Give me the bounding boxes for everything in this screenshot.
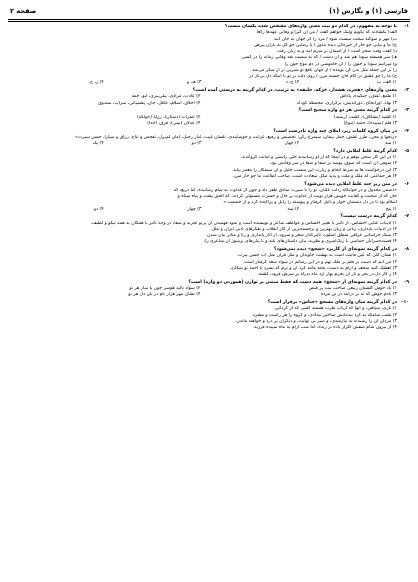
question-number: ۱- xyxy=(404,24,409,29)
question-line: ب) مهر و سوگند سخت سست شود / مرد را کز جهان به جان انبد xyxy=(273,36,397,42)
answer-option: ۱) سه xyxy=(385,141,397,146)
page-number: صفحه ۲ xyxy=(10,6,37,15)
question-stem: در میان کروه کلمات زیر، املای چند واژه نادرست است؟ xyxy=(273,128,397,134)
answer-options xyxy=(10,94,397,107)
question-line: ۴) قصیده‌سرایان حماسی با رنگ‌آمیزی و نظریه، بیان داستان‌های بلند و با بیان‌های پرسوز آن شاعری را. xyxy=(203,239,397,245)
answer-option: ۴) نشان مهر هزار نام در بان دل هر نو xyxy=(128,292,201,298)
answer-option: ۴) دو xyxy=(93,206,104,212)
question-number: ۲- xyxy=(404,88,409,93)
question-stem: در کدام گزینه نمونه‌ای از کاربرد «سجع» دیده نمی‌شود؟ xyxy=(273,247,397,252)
question-line: «رنجها و محن، طرز عشق، حمل پیمان، سیمرغ رکن، تخصیص و رفیع، غرابت و خوشایندی، تلسان غیب، غبار رحیل، امان لم‌یزل، تفحص و تناخ، رزاق و سپارا، حسن سیرت» xyxy=(75,134,397,140)
question-line: «دشمن مخدول و در خوابگاه رذلت غلتان، تو را با سیرت صادق ظفر داد و چون از عداوت به شام رسانیده، اما دریغ، که xyxy=(173,187,397,193)
question-block xyxy=(10,149,409,180)
question-line: ج) ما و بیابی چو خار از خیره‌گی دیده مدوز / یا رضایی چو گل به باران پیرهن xyxy=(253,42,397,48)
answer-option: ۲) ج، د xyxy=(285,80,300,86)
question-block xyxy=(10,300,409,331)
answer-option: ۳) چهار xyxy=(187,206,202,212)
question-line: ۲) در ادبیات پایداری، زبانی و زبان بهترین و برجسته‌ترین از آثار انقلاب و تفکرهای ادبی ایران و ملل. xyxy=(210,226,397,232)
question-body xyxy=(10,30,409,86)
question-body xyxy=(10,306,409,331)
question-block xyxy=(10,247,409,278)
header-divider-top xyxy=(8,19,410,20)
question-header xyxy=(10,129,409,135)
question-line: اسلام بود تا در دل دشمنان خوار و ذلیل گرفتار و پیوسته را زایل و پراکنده کرد و از خصمت.» xyxy=(223,200,397,206)
question-stem: در کدام گزینه میان واژه‌های مسجع «جناس» برقرار است؟ xyxy=(267,300,397,305)
answer-option: ۱) الف، ب xyxy=(376,80,397,86)
question-line: ۳) اهشک کنید صحف و آرام به دست، پخته مانند کرد آن و نرم که نسرد با احمد تو شکارد. xyxy=(229,265,397,271)
question-body xyxy=(10,286,409,299)
question-block xyxy=(10,129,409,148)
question-line: الف) بگشادند که تکویم ولیک خواهم گفت / من ان کبرا و وفاتی عهدها رکعا xyxy=(256,30,397,36)
question-number: ۵- xyxy=(404,148,409,154)
answer-option: ۳) قلم (سپیده)، حصه (تنوع) xyxy=(343,120,397,126)
answer-option: ۴) یک xyxy=(92,141,104,146)
question-stem: در کدام گزینه نمونه‌ای از «سجع» همه دست که فقط مبتنی بر توازن (هموزنی دو واژه) است؟ xyxy=(188,279,397,285)
answer-option: ۴) عدلان (بینی)، قرف (جدا) xyxy=(147,120,201,126)
question-number: ۸- xyxy=(404,247,409,252)
question-line: ح) ما را چو عشق در کام خان حسنه مزن / روی دلت بر تو با اینکه دل بی‌ناز در xyxy=(249,74,397,79)
answer-option: ۲) سه xyxy=(287,206,300,212)
page-header xyxy=(10,3,408,18)
answer-options xyxy=(10,286,397,299)
question-header xyxy=(10,182,409,188)
question-body xyxy=(10,94,409,107)
question-stem: کدام گزینه غلط املایی دارد؟ xyxy=(333,148,397,154)
answer-options xyxy=(10,80,397,86)
question-line: ۱) نشان گلی که عین فانیت است به بهشت جاویدان و مثل قرآن مثل آب حسن بیرت. xyxy=(236,253,397,259)
question-number: ۶- xyxy=(404,181,409,187)
question-stem: کدام گزینه درست نیست؟ xyxy=(340,214,397,220)
question-number: ۳- xyxy=(404,108,409,114)
answer-option: ۲) سواد نالید هوسر چون پا ساز هر تو xyxy=(129,286,201,291)
answer-option: ۱) یاد خوش گلستان ربیعی صاحب بیت پر فیض xyxy=(308,286,397,291)
question-line: ۲) سوفی ان است که صوف پوشد بر صفا و صفا در سر وفاتش بود. xyxy=(269,161,397,167)
question-line: جان که از صحبت و کفایت خویش هزار نوبت از عداوت بر حال و حسرت مستولی کردند، که الحق پشت و پناه سپاه و xyxy=(177,194,397,199)
question-body xyxy=(10,221,409,246)
answer-options xyxy=(10,207,397,213)
question-line: د) گفت وقت سحر است / از آسمان بر سرم آمد و به زبان رفت xyxy=(277,49,397,54)
answer-option: ۲) چهار xyxy=(285,141,300,146)
question-stem: معنی واژه‌های «هجره، هشدار، حَرَکه، خلیقه» به ترتیب، در کدام گزینه به درستی آمده است؟ xyxy=(192,88,397,93)
question-line: و) میزانیم سودا و جنون را / آن خاموشی در دم موج جون را xyxy=(284,61,397,67)
question-number: ۷- xyxy=(404,214,409,220)
question-line: ۳) این درخواست ها به شرط انجام و زیارت این منصب جلیل و آن ستمکار را معمر بیاید. xyxy=(231,167,397,173)
answer-options xyxy=(10,141,397,147)
question-line: ۱) در این کار سخن بوهم و در اینجا که از او رسانیدند جئی راستی و امانت گرواندند. xyxy=(240,155,397,160)
question-line: ۲) من آنم که دست بر قلم بر ملک نهم و در این رسانم در سواد سعد گرفتار است. xyxy=(242,259,397,265)
question-body xyxy=(10,155,409,180)
question-number: ۴- xyxy=(404,128,409,134)
questions-list xyxy=(10,24,409,578)
question-line: ز) بر این جمله مثل بدن کن بوینده / از جهان نافع تو شیرین تر از شکر می‌شد xyxy=(252,67,397,73)
question-body xyxy=(10,115,409,128)
answer-option: ۴) ز، ح xyxy=(90,80,104,86)
question-block xyxy=(10,214,409,245)
question-stem: با توجه به مفهوم، در کدام دو بیت معنی واژه‌های مشخص شده یکسان نیست؟ xyxy=(224,24,397,29)
question-body xyxy=(10,135,409,148)
answer-option: ۲) عادت، مرادی، پیلی‌پیری، آیو، جمه xyxy=(131,94,201,100)
question-line: ۴) ز کار دل در بحر و نار ان بحرم بهار آرد ماه بدراه بر سرش فرود، گشته. xyxy=(257,272,397,277)
question-line: ۴) از بیرون شام صفش گلزار باده بر زنده، اما شب آرام به ماه سپیده فرزند. xyxy=(252,325,397,330)
question-block xyxy=(10,24,409,87)
question-line: ۲) بشب شامگه به گرد بیدمانش ساختن بیدادی، و گروه را هر راست و مشرد. xyxy=(251,312,397,318)
question-block xyxy=(10,182,409,213)
question-line: ۳) مردان آن را رسیدند به نیازمندی، و صبر بی نهایت، و دیگران بر درد و خواهند ماندن. xyxy=(234,318,397,324)
answer-option: ۴) اخلاق، اسلام، عاقل، جان، پشتیبانی، سراب، صندوق xyxy=(98,100,201,106)
question-number: ۹- xyxy=(404,279,409,285)
answer-option: ۱) پنج xyxy=(385,206,397,212)
question-block xyxy=(10,108,409,127)
question-block xyxy=(10,280,409,299)
question-body xyxy=(10,253,409,278)
question-line: هـ) سر همیشه سودا هم شد و آن دشت / که به سست نقد وفایی زمانه را در کسی xyxy=(241,55,397,61)
question-block xyxy=(10,88,409,107)
answer-option: ۱) طمع، تَصَرّر، جنگیده، پاداش xyxy=(339,94,397,100)
answer-option: ۱) کشید (بشکاف)، گشت (رسته) xyxy=(334,114,397,120)
answer-option: ۳) دو xyxy=(191,141,202,146)
exam-title: فارسی (۱) و نگارش (۱) xyxy=(329,6,408,15)
question-header xyxy=(10,214,409,220)
question-line: ۱) ادبیات غنایی احساس، از تاثیر با تغییر احساس و عواطف شاعر و نویسنده است و نمود فهمیدن آن پرتو تجربه و صفا، در وجه تأثیر با همگان به همه نیکو و لطیف. xyxy=(90,220,397,226)
question-stem: در کدام گزینه معنی هر دو واژه صحیح است؟ xyxy=(298,108,397,114)
question-line: ۴) هر جماعتی که ملک و ملت و پدید مکل سعادت است، صاحب اطاعت ما چو خار مین. xyxy=(232,173,397,179)
answer-option: ۳) یادم خوش که نه بر درآمد در تن مرده xyxy=(320,292,397,298)
header-divider-bottom xyxy=(8,21,410,22)
answer-options xyxy=(10,115,397,128)
question-line: ۳) سبک خراسانی عراقی منطق اسلوب تاثیرگذار شعر و سرود، از آثار پایداری و رثا و متاثر بیان شدن. xyxy=(205,233,397,238)
question-number: ۱۰- xyxy=(401,300,409,305)
answer-option: ۲) عمرات (دستان)، رزلة (جولکه) xyxy=(136,114,201,120)
answer-option: ۳) هـ، و xyxy=(186,80,202,86)
question-stem: در متن زیر چند غلط املایی دیده می‌شود؟ xyxy=(304,181,397,187)
question-line: ۱) باری، سپاهی، و آنها که ارباب طرب هستند کسی که از گردانی. xyxy=(273,306,397,312)
question-body xyxy=(10,188,409,213)
answer-option: ۳) نهاد، اورانجای، دوراندیش، برگزاری، محمطه کودک xyxy=(296,100,397,106)
